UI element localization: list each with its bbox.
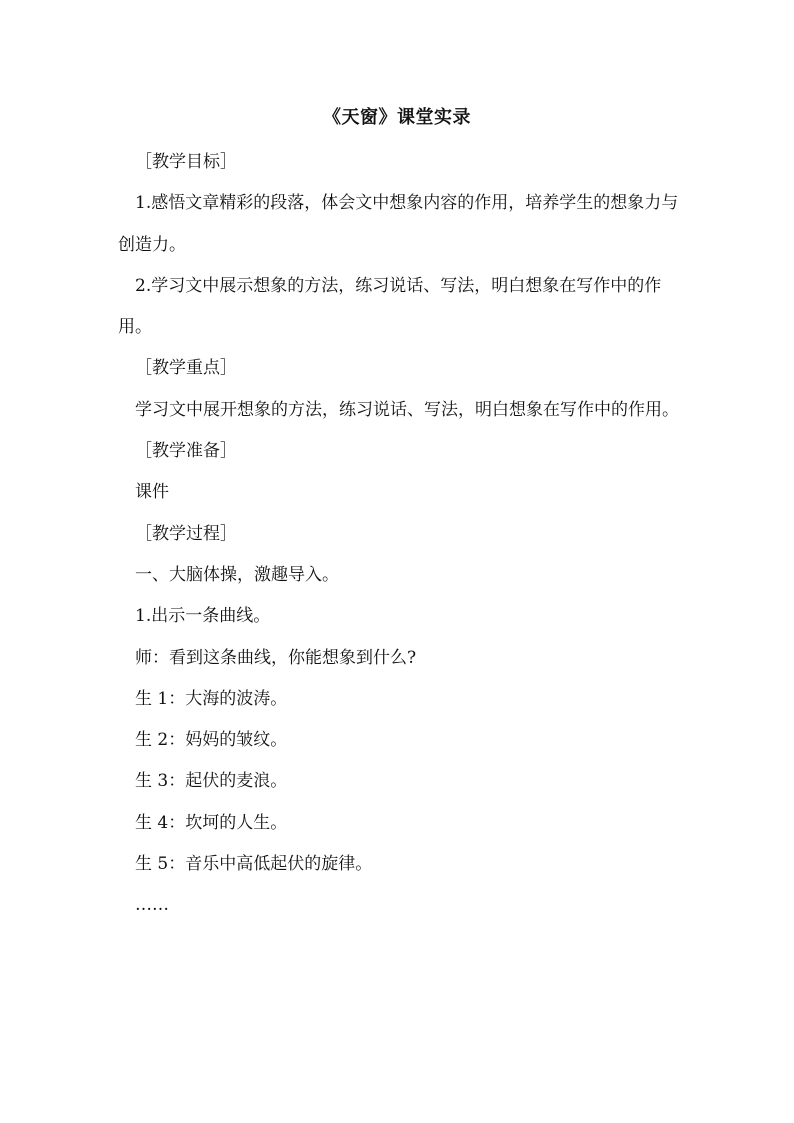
key-point-text: 学习文中展开想象的方法，练习说话、写法，明白想象在写作中的作用。 (135, 399, 679, 420)
process-step-1: 一、大脑体操，激趣导入。 (135, 564, 339, 585)
objective-2: 2.学习文中展示想象的方法，练习说话、写法，明白想象在写作中的作用。 (118, 275, 662, 338)
preparation-text: 课件 (135, 482, 169, 503)
ellipsis-line: …… (135, 895, 169, 916)
teacher-line: 师：看到这条曲线，你能想象到什么? (135, 647, 417, 668)
process-substep-1: 1.出示一条曲线。 (135, 606, 271, 627)
student-line-3: 生 3：起伏的麦浪。 (135, 771, 288, 792)
student-line-4: 生 4：坎坷的人生。 (135, 812, 288, 833)
student-line-2: 生 2：妈妈的皱纹。 (135, 730, 288, 751)
student-line-1: 生 1：大海的波涛。 (135, 688, 288, 709)
section-heading-objectives: ［教学目标］ (135, 152, 237, 172)
student-line-5: 生 5：音乐中高低起伏的旋律。 (135, 854, 373, 875)
document-title: 《天窗》课堂实录 (323, 107, 471, 128)
objective-1: 1.感悟文章精彩的段落，体会文中想象内容的作用，培养学生的想象力与创造力。 (118, 193, 679, 255)
section-heading-process: ［教学过程］ (135, 523, 237, 544)
section-heading-preparation: ［教学准备］ (135, 441, 237, 462)
section-heading-key-points: ［教学重点］ (135, 358, 237, 379)
document-body (118, 142, 680, 927)
